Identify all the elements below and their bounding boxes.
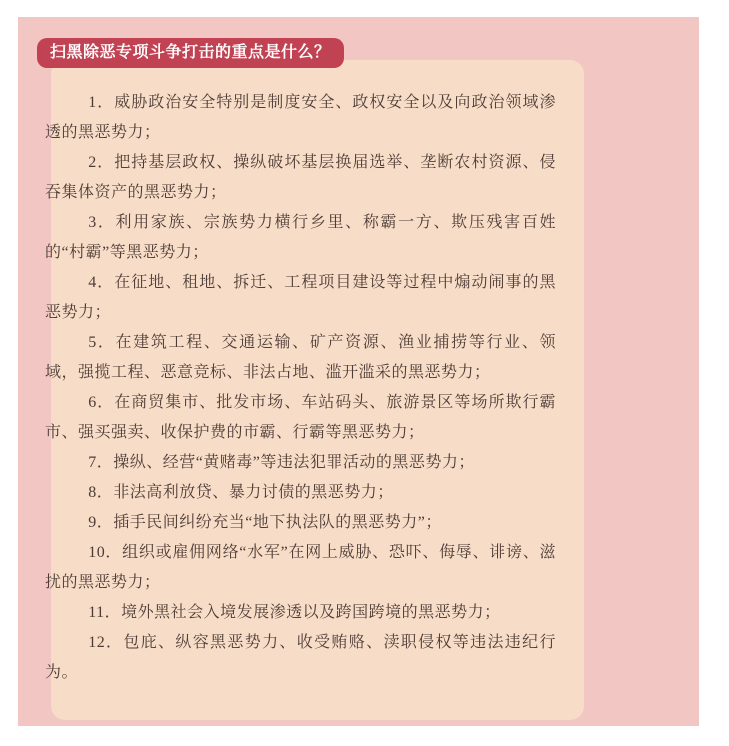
list-item: 9．插手民间纠纷充当“地下执法队的黑恶势力”； bbox=[88, 514, 442, 531]
page-title: 扫黑除恶专项斗争打击的重点是什么？ bbox=[50, 44, 331, 61]
list-item: 6．在商贸集市、批发市场、车站码头、旅游景区等场所欺行霸市、强买强卖、收保护费的市霸、行霸等黑恶势力； bbox=[45, 394, 556, 441]
list-item: 11．境外黑社会入境发展渗透以及跨国跨境的黑恶势力； bbox=[88, 604, 501, 621]
title-banner bbox=[37, 38, 344, 68]
list-item: 4．在征地、租地、拆迁、工程项目建设等过程中煽动闹事的黑恶势力； bbox=[45, 274, 556, 321]
key-points-list bbox=[33, 43, 566, 703]
list-item: 12．包庇、纵容黑恶势力、收受贿赂、渎职侵权等违法违纪行为。 bbox=[45, 634, 556, 681]
list-item: 3．利用家族、宗族势力横行乡里、称霸一方、欺压残害百姓的“村霸”等黑恶势力； bbox=[45, 214, 556, 261]
list-item: 7．操纵、经营“黄赌毒”等违法犯罪活动的黑恶势力； bbox=[88, 454, 475, 471]
list-item: 10．组织或雇佣网络“水军”在网上威胁、恐吓、侮辱、诽谤、滋扰的黑恶势力； bbox=[45, 544, 556, 591]
list-item: 5．在建筑工程、交通运输、矿产资源、渔业捕捞等行业、领域，强揽工程、恶意竞标、非法占地、滥开滥采的黑恶势力； bbox=[45, 334, 556, 381]
list-item: 1．威胁政治安全特别是制度安全、政权安全以及向政治领域渗透的黑恶势力； bbox=[45, 94, 556, 141]
list-item: 2．把持基层政权、操纵破坏基层换届选举、垄断农村资源、侵吞集体资产的黑恶势力； bbox=[45, 154, 556, 201]
list-item: 8．非法高利放贷、暴力讨债的黑恶势力； bbox=[88, 484, 394, 501]
